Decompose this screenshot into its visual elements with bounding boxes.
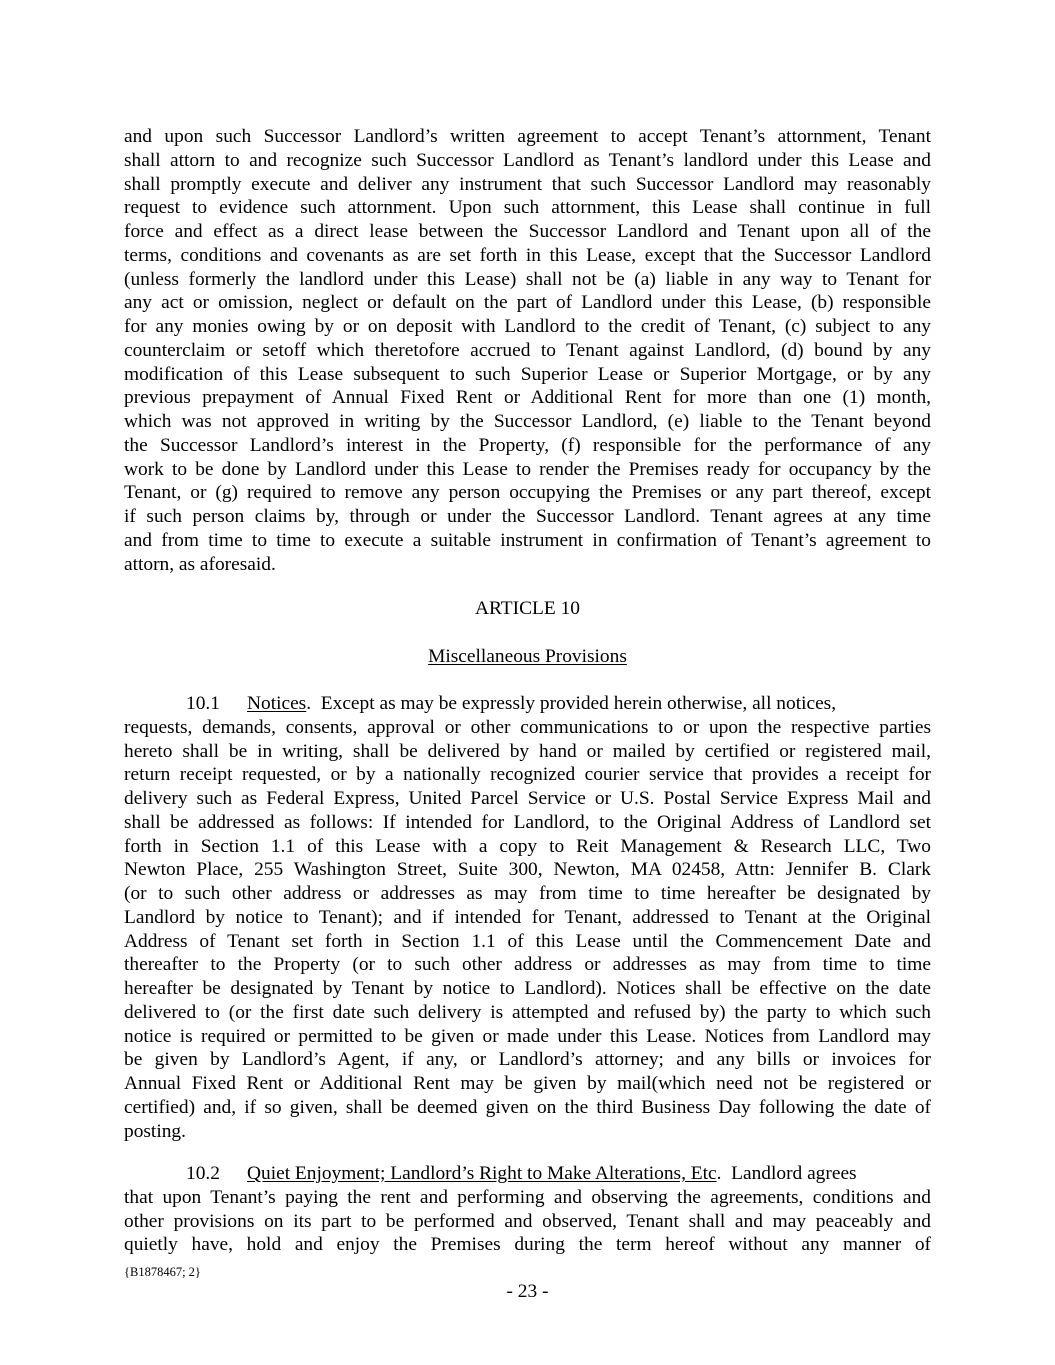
text-line: terms, conditions and covenants as are set forth in this Lease, except that the Successor Landlord: [124, 244, 931, 266]
text-line: previous prepayment of Annual Fixed Rent or Additional Rent for more than one (1) month,: [124, 387, 931, 409]
text-line: Annual Fixed Rent or Additional Rent may be given by mail(which need not be registered or: [124, 1073, 931, 1094]
text-line: Newton Place, 255 Washington Street, Suite 300, Newton, MA 02458, Attn: Jennifer B. Clark: [124, 859, 931, 881]
section-heading: Notices: [247, 693, 307, 714]
section-number: 10.1: [186, 693, 220, 714]
section-first-line-text: . Except as may be expressly provided herein otherwise, all notices,: [306, 693, 837, 714]
section-body: [124, 1186, 931, 1257]
text-line: for any monies owing by or on deposit with Landlord to the credit of Tenant, (c) subject to any: [124, 316, 931, 337]
text-line: request to evidence such attornment. Upon such attornment, this Lease shall continue in full: [124, 197, 931, 219]
text-line: requests, demands, consents, approval or other communications to or upon the respective parties: [124, 716, 931, 738]
text-line: Landlord by notice to Tenant); and if intended for Tenant, addressed to Tenant at the Original: [124, 906, 931, 928]
section-first-line: [124, 692, 931, 716]
text-line: (or to such other address or addresses as may from time to time hereafter be designated by: [124, 883, 931, 904]
text-line: shall attorn to and recognize such Successor Landlord as Tenant’s landlord under this Lease and: [124, 149, 931, 171]
text-line: work to be done by Landlord under this Lease to render the Premises ready for occupancy by the: [124, 458, 931, 480]
text-line: the Successor Landlord’s interest in the Property, (f) responsible for the performance of any: [124, 434, 931, 456]
text-line: (unless formerly the landlord under this Lease) shall not be (a) liable in any way to Tenant for: [124, 268, 931, 290]
section-10-1: [124, 692, 931, 1143]
section-heading: Quiet Enjoyment; Landlord’s Right to Make Alterations, Etc: [247, 1163, 717, 1184]
document-id: {B1878467; 2}: [124, 1265, 201, 1279]
text-line: hereafter be designated by Tenant by notice to Landlord). Notices shall be effective on the date: [124, 978, 931, 999]
section-first-line-text: . Landlord agrees: [716, 1163, 857, 1184]
text-line: counterclaim or setoff which theretofore accrued to Tenant against Landlord, (d) bound by any: [124, 339, 931, 361]
text-line: and from time to time to execute a suitable instrument in confirmation of Tenant’s agreement to: [124, 529, 931, 551]
text-line: Tenant, or (g) required to remove any person occupying the Premises or any part thereof, except: [124, 482, 931, 504]
text-line: shall promptly execute and deliver any instrument that such Successor Landlord may reasonably: [124, 173, 931, 195]
text-line: forth in Section 1.1 of this Lease with a copy to Reit Management & Research LLC, Two: [124, 835, 931, 857]
text-line: delivered to (or the first date such delivery is attempted and refused by) the party to which such: [124, 1001, 931, 1023]
article-subtitle-wrap: [124, 645, 931, 669]
page-number: - 23 -: [506, 1281, 549, 1302]
paragraph-continued: [124, 125, 931, 576]
text-line: shall be addressed as follows: If intended for Landlord, to the Original Address of Landlord set: [124, 811, 931, 833]
text-line: be given by Landlord’s Agent, if any, or Landlord’s attorney; and any bills or invoices for: [124, 1049, 931, 1071]
text-line: return receipt requested, or by a nationally recognized courier service that provides a receipt for: [124, 764, 931, 786]
text-line: certified) and, if so given, shall be deemed given on the third Business Day following the date of: [124, 1096, 931, 1118]
text-line: that upon Tenant’s paying the rent and performing and observing the agreements, conditions and: [124, 1186, 931, 1208]
text-line: modification of this Lease subsequent to such Superior Lease or Superior Mortgage, or by any: [124, 363, 931, 385]
text-line: notice is required or permitted to be given or made under this Lease. Notices from Landlord may: [124, 1025, 931, 1047]
text-line: quietly have, hold and enjoy the Premises during the term hereof without any manner of: [124, 1234, 931, 1256]
section-10-2: [124, 1162, 931, 1257]
text-line: force and effect as a direct lease between the Successor Landlord and Tenant upon all of the: [124, 221, 931, 242]
text-line: posting.: [124, 1120, 186, 1142]
section-first-line: [124, 1162, 931, 1186]
text-line: attorn, as aforesaid.: [124, 553, 276, 575]
text-line: if such person claims by, through or under the Successor Landlord. Tenant agrees at any time: [124, 506, 931, 527]
article-subtitle: Miscellaneous Provisions: [428, 646, 627, 667]
text-line: other provisions on its part to be performed and observed, Tenant shall and may peaceably and: [124, 1210, 931, 1232]
text-line: delivery such as Federal Express, United Parcel Service or U.S. Postal Service Express Mail and: [124, 788, 931, 809]
section-body: [124, 716, 931, 1144]
text-line: and upon such Successor Landlord’s written agreement to accept Tenant’s attornment, Tenant: [124, 126, 931, 147]
text-line: thereafter to the Property (or to such other address or addresses as may from time to time: [124, 954, 931, 976]
text-line: hereto shall be in writing, shall be delivered by hand or mailed by certified or registered mail,: [124, 740, 931, 762]
text-line: Address of Tenant set forth in Section 1.1 of this Lease until the Commencement Date and: [124, 930, 931, 952]
text-line: which was not approved in writing by the Successor Landlord, (e) liable to the Tenant beyond: [124, 411, 931, 432]
article-title: ARTICLE 10: [475, 598, 580, 619]
section-number: 10.2: [186, 1163, 220, 1184]
text-line: any act or omission, neglect or default on the part of Landlord under this Lease, (b) responsible: [124, 292, 931, 314]
